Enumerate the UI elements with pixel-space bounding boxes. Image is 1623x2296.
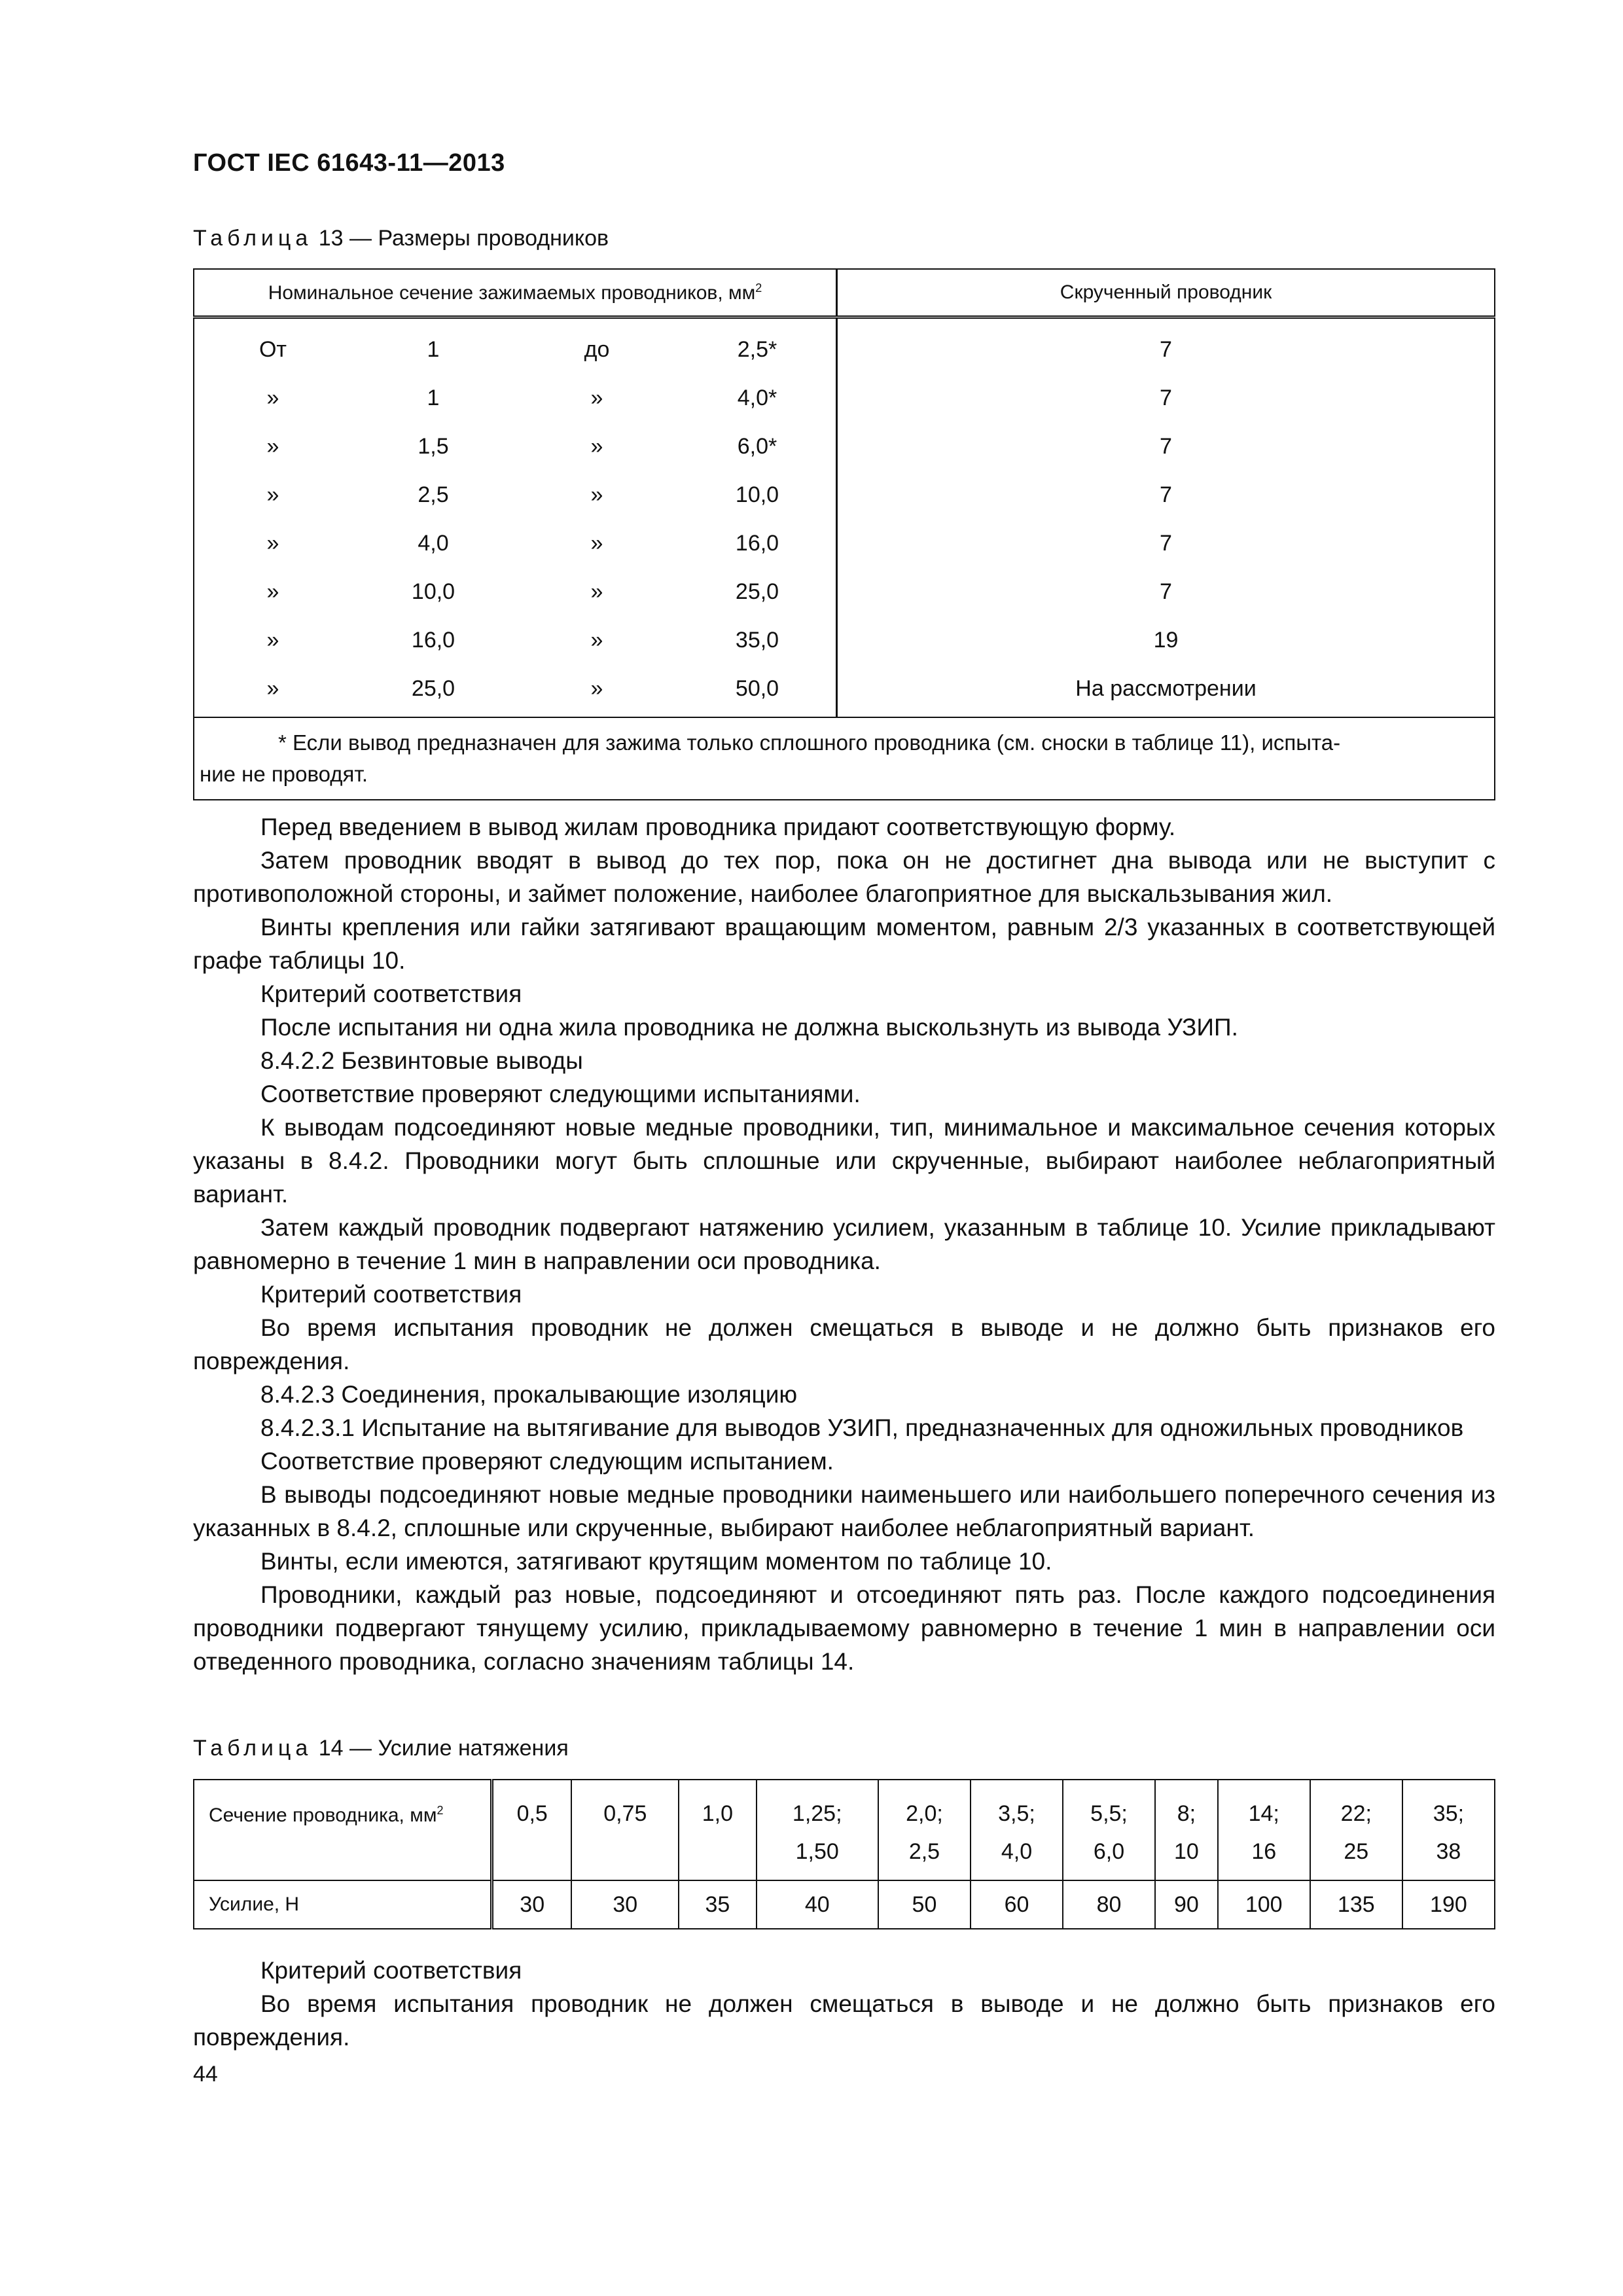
section-heading: 8.4.2.3.1 Испытание на вытягивание для выводов УЗИП, предназначенных для одножильных проводников: [260, 1414, 1464, 1441]
table-14-caption-title: 14 — Усилие натяжения: [312, 1736, 569, 1761]
table-cell: 80: [1063, 1880, 1155, 1929]
paragraph: Соответствие проверяют следующими испытаниями.: [260, 1081, 861, 1107]
table-cell: 5,5; 6,0: [1063, 1780, 1155, 1880]
table-row: [194, 519, 1495, 567]
paragraph: К выводам подсоединяют новые медные проводники, тип, минимальное и максимальное сечения которых указаны в 8.4.2. Проводники могут быть сплошные или скрученные, выбирают наиболее неблагоприятный вариант.: [193, 1114, 1495, 1208]
table-cell: »: [590, 482, 603, 507]
table-cell: 4,0*: [737, 385, 777, 410]
table-cell: 60: [971, 1880, 1063, 1929]
table-13-footnote-row: [194, 717, 1495, 800]
table-cell: 100: [1218, 1880, 1310, 1929]
page-number: 44: [193, 2062, 218, 2087]
table-row: [194, 616, 1495, 664]
standard-designation: ГОСТ IEC 61643-11—2013: [193, 149, 505, 177]
table-row: [194, 664, 1495, 717]
table-cell: »: [194, 664, 351, 717]
table-cell: 30: [571, 1880, 679, 1929]
table-row: [194, 1780, 1495, 1880]
table-cell: 1: [427, 336, 440, 362]
table-cell: »: [590, 530, 603, 556]
table-cell: 7: [837, 422, 1495, 471]
table-cell: 10,0: [735, 482, 779, 507]
table-14-caption-word: Таблица: [193, 1736, 313, 1761]
table-14-caption: [193, 1736, 569, 1761]
paragraph: Критерий соответствия: [260, 1957, 522, 1984]
table-cell: »: [590, 385, 603, 410]
table-cell: 135: [1310, 1880, 1402, 1929]
table-cell: 40: [757, 1880, 878, 1929]
body-text: [193, 810, 1495, 1678]
footnote-line: * Если вывод предназначен для зажима только сплошного проводника (см. сноски в таблице 11), испыта-: [278, 730, 1341, 755]
section-heading: 8.4.2.2 Безвинтовые выводы: [260, 1047, 583, 1074]
table-cell: »: [590, 433, 603, 459]
table-13-caption-title: 13 — Размеры проводников: [312, 226, 609, 251]
table-cell: На рассмотрении: [837, 664, 1495, 717]
table-cell: 10,0: [411, 579, 455, 604]
table-cell: 25,0: [411, 675, 455, 701]
table-cell: до: [584, 336, 610, 362]
table-13: [193, 268, 1495, 800]
table-cell: 0,75: [571, 1780, 679, 1880]
table-row: [194, 317, 1495, 374]
table-13-header-row: [194, 269, 1495, 317]
table-13-footnote: [194, 717, 1495, 800]
table-cell: 22; 25: [1310, 1780, 1402, 1880]
table-row: [194, 422, 1495, 471]
table-cell: 1,0: [679, 1780, 756, 1880]
table-cell: 35; 38: [1402, 1780, 1495, 1880]
table-cell: 0,5: [492, 1780, 572, 1880]
table-cell: 7: [837, 519, 1495, 567]
table-cell: 3,5; 4,0: [971, 1780, 1063, 1880]
table-cell: »: [194, 422, 351, 471]
body-text-after-table: [193, 1954, 1495, 2054]
footnote-line: ние не проводят.: [200, 762, 368, 786]
table-cell: »: [194, 519, 351, 567]
table-13-header-section: Номинальное сечение зажимаемых проводников, $мм^2$: [194, 269, 837, 317]
table-13-header-stranded: Скрученный проводник: [837, 269, 1495, 317]
table-14: [193, 1779, 1495, 1929]
table-cell: 19: [837, 616, 1495, 664]
table-cell: 14; 16: [1218, 1780, 1310, 1880]
paragraph: Во время испытания проводник не должен смещаться в выводе и не должно быть признаков его повреждения.: [193, 1314, 1495, 1374]
table-13-header-sup: 2: [755, 281, 762, 295]
paragraph: Соответствие проверяют следующим испытанием.: [260, 1448, 834, 1475]
paragraph: Затем каждый проводник подвергают натяжению усилием, указанным в таблице 10. Усилие прикладывают равномерно в течение 1 мин в направлении оси проводника.: [193, 1214, 1495, 1274]
table-cell: 7: [837, 567, 1495, 616]
table-cell: »: [194, 471, 351, 519]
table-cell: 16,0: [411, 627, 455, 653]
paragraph: Во время испытания проводник не должен смещаться в выводе и не должно быть признаков его повреждения.: [193, 1990, 1495, 2051]
table-cell: »: [590, 675, 603, 701]
table-cell: 1,25; 1,50: [757, 1780, 878, 1880]
table-cell: 1: [427, 385, 440, 410]
table-14-row-label-force: Усилие, Н: [194, 1880, 492, 1929]
table-cell: 8; 10: [1155, 1780, 1218, 1880]
table-cell: 1,5: [418, 433, 449, 459]
table-cell: 2,0; 2,5: [878, 1780, 971, 1880]
table-cell: 50,0: [735, 675, 779, 701]
table-cell: 190: [1402, 1880, 1495, 1929]
table-cell: 2,5*: [737, 336, 777, 362]
table-13-caption: [193, 226, 609, 251]
table-cell: 30: [492, 1880, 572, 1929]
paragraph: Проводники, каждый раз новые, подсоединяют и отсоединяют пять раз. После каждого подсоединения проводники подвергают тянущему усилию, прикладываемому равномерно в течение 1 мин в направлении оси отведенного проводника, согласно значениям таблицы 14.: [193, 1581, 1495, 1675]
table-cell: 35,0: [735, 627, 779, 653]
table-14-row-label-section: Сечение проводника, $мм^2$: [194, 1780, 492, 1880]
table-row: [194, 567, 1495, 616]
table-row: [194, 1880, 1495, 1929]
section-heading: 8.4.2.3 Соединения, прокалывающие изоляцию: [260, 1381, 798, 1408]
table-13-caption-word: Таблица: [193, 226, 313, 251]
table-cell: 25,0: [735, 579, 779, 604]
table-cell: »: [194, 616, 351, 664]
table-cell: »: [590, 627, 603, 653]
paragraph: Затем проводник вводят в вывод до тех пор, пока он не достигнет дна вывода или не выступит с противоположной стороны, и займет положение, наиболее благоприятное для выскальзывания жил.: [193, 847, 1495, 907]
paragraph: Критерий соответствия: [260, 980, 522, 1007]
table-cell: От: [194, 317, 351, 374]
table-cell: 35: [679, 1880, 756, 1929]
table-cell: 90: [1155, 1880, 1218, 1929]
table-cell: »: [590, 579, 603, 604]
table-cell: 7: [837, 317, 1495, 374]
paragraph: Критерий соответствия: [260, 1281, 522, 1308]
table-cell: 7: [837, 374, 1495, 422]
table-cell: 6,0*: [737, 433, 777, 459]
table-cell: 2,5: [418, 482, 449, 507]
table-cell: 7: [837, 471, 1495, 519]
table-cell: 4,0: [418, 530, 449, 556]
table-cell: »: [194, 567, 351, 616]
table-cell: 16,0: [735, 530, 779, 556]
paragraph: В выводы подсоединяют новые медные проводники наименьшего или наибольшего поперечного сечения из указанных в 8.4.2, сплошные или скрученные, выбирают наиболее неблагоприятный вариант.: [193, 1481, 1495, 1541]
table-cell: 50: [878, 1880, 971, 1929]
table-row: [194, 471, 1495, 519]
table-cell: »: [194, 374, 351, 422]
table-row: [194, 374, 1495, 422]
paragraph: Винты крепления или гайки затягивают вращающим моментом, равным 2/3 указанных в соответствующей графе таблицы 10.: [193, 914, 1495, 974]
paragraph: После испытания ни одна жила проводника не должна выскользнуть из вывода УЗИП.: [260, 1014, 1238, 1041]
paragraph: Винты, если имеются, затягивают крутящим моментом по таблице 10.: [260, 1548, 1052, 1575]
table-14-label-sup: 2: [437, 1804, 444, 1817]
paragraph: Перед введением в вывод жилам проводника придают соответствующую форму.: [260, 814, 1176, 840]
